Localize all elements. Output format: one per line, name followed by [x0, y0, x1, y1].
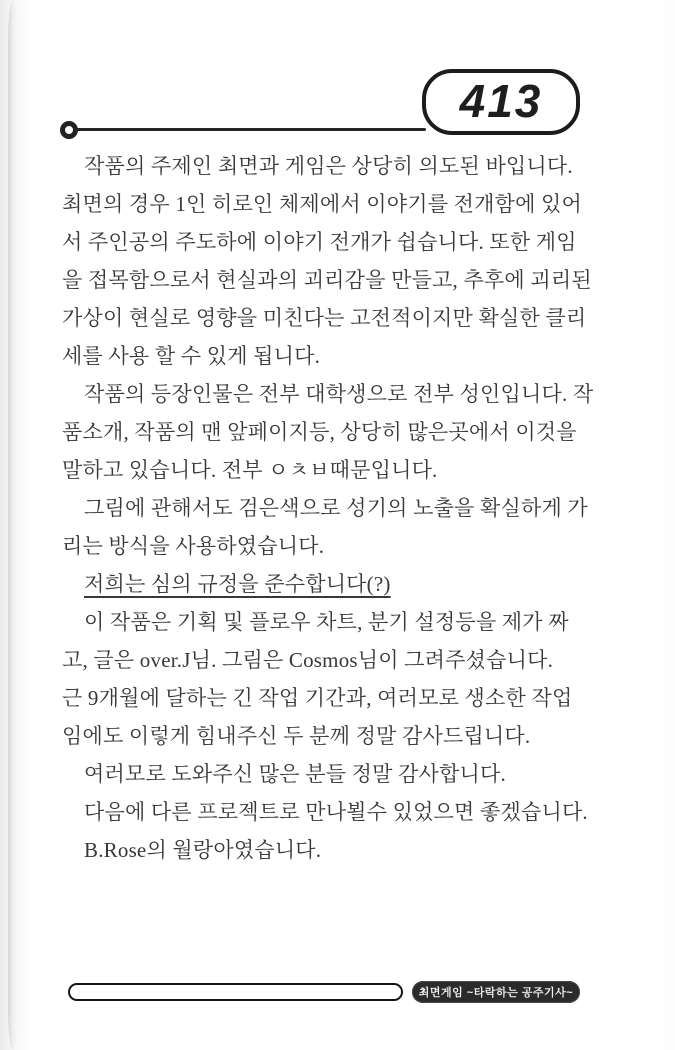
- body-line: 이 작품은 기획 및 플로우 차트, 분기 설정등을 제가 짜: [84, 610, 569, 634]
- footer-blank-bar: [68, 983, 403, 1001]
- body-line: 최면의 경우 1인 히로인 체제에서 이야기를 전개함에 있어: [62, 192, 583, 216]
- page-number-badge: [422, 69, 580, 135]
- footer-series-title: 최면게임 ~타락하는 공주기사~: [418, 987, 574, 999]
- body-line: 작품의 주제인 최면과 게임은 상당히 의도된 바입니다.: [84, 154, 573, 178]
- body-line: 저희는 심의 규정을 준수합니다(?): [84, 572, 391, 596]
- body-line: 세를 사용 할 수 있게 됩니다.: [62, 344, 321, 368]
- body-line: 리는 방식을 사용하였습니다.: [62, 534, 325, 558]
- footer-title-pill: [412, 981, 580, 1003]
- body-lines: [62, 147, 622, 869]
- afterword-text: [62, 147, 622, 869]
- body-line: 작품의 등장인물은 전부 대학생으로 전부 성인입니다. 작: [84, 382, 594, 406]
- body-line: 고, 글은 over.J님. 그림은 Cosmos님이 그려주셨습니다.: [62, 648, 554, 672]
- body-line: 여러모로 도와주신 많은 분들 정말 감사합니다.: [84, 762, 506, 786]
- body-line: 품소개, 작품의 맨 앞페이지등, 상당히 많은곳에서 이것을: [62, 420, 577, 444]
- body-line: 가상이 현실로 영향을 미친다는 고전적이지만 확실한 클리: [62, 306, 587, 330]
- header-rule-line: [74, 128, 426, 131]
- body-line: 근 9개월에 달하는 긴 작업 기간과, 여러모로 생소한 작업: [62, 686, 573, 710]
- body-line: 그림에 관해서도 검은색으로 성기의 노출을 확실하게 가: [84, 496, 588, 520]
- body-line: 말하고 있습니다. 전부 ㅇㅊㅂ때문입니다.: [62, 458, 438, 482]
- body-line: 을 접목함으로서 현실과의 괴리감을 만들고, 추후에 괴리된: [62, 268, 592, 292]
- page-number: 413: [459, 75, 543, 127]
- body-line: 임에도 이렇게 힘내주신 두 분께 정말 감사드립니다.: [62, 724, 531, 748]
- body-line: 서 주인공의 주도하에 이야기 전개가 쉽습니다. 또한 게임: [62, 230, 577, 254]
- body-line: B.Rose의 월랑아였습니다.: [84, 838, 322, 862]
- scan-edge-shadow: [8, 0, 18, 1050]
- body-line: 다음에 다른 프로젝트로 만나뵐수 있었으면 좋겠습니다.: [84, 800, 588, 824]
